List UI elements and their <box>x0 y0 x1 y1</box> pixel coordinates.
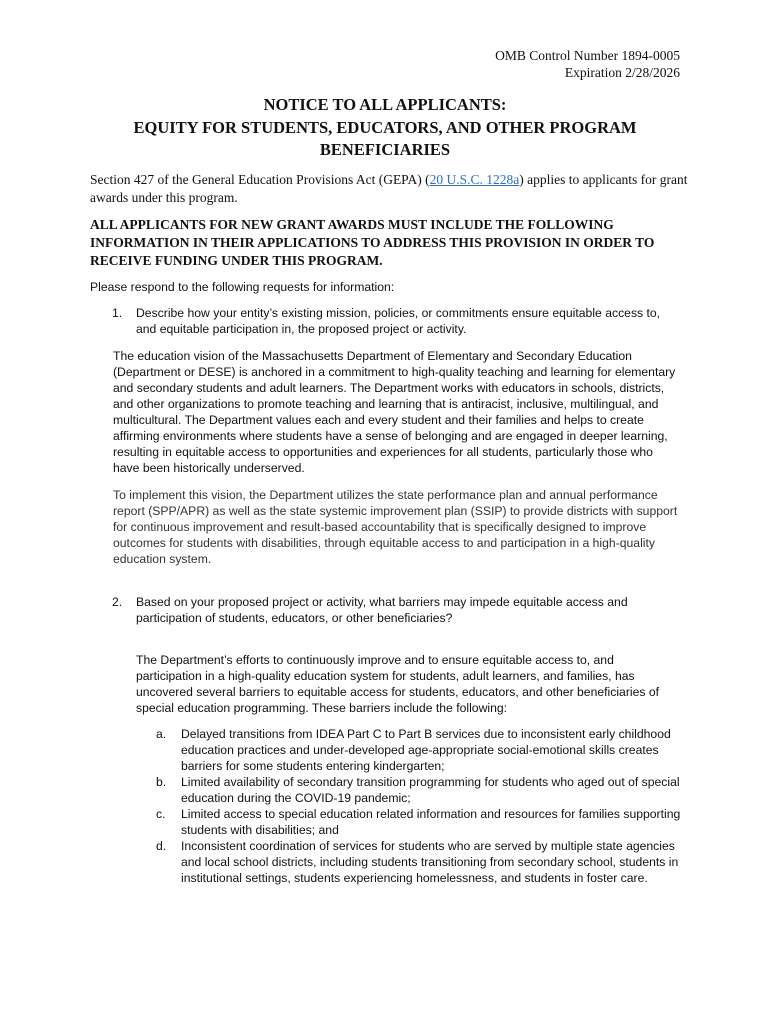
question-1 <box>112 305 682 337</box>
list-item-text: Limited availability of secondary transition programming for students who aged out of special education during the COVID-19 pandemic; <box>181 775 680 805</box>
list-item-label: a. <box>156 727 167 741</box>
list-item <box>136 774 681 806</box>
omb-control-block <box>495 47 680 81</box>
title-line-1: NOTICE TO ALL APPLICANTS: <box>263 95 507 114</box>
list-item-label: c. <box>156 807 166 821</box>
answer-implement-paragraph: To implement this vision, the Department utilizes the state performance plan and annual performance report (SPP/APR) as well as the state systemic improvement plan (SSIP) to provide districts with support for continuous improvement and result-based accountability that is specifically designed to improve outcomes for students with disabilities, through equitable access to and participation in a high-quality education system. <box>113 488 678 566</box>
list-item <box>136 838 681 886</box>
expiration-date: Expiration 2/28/2026 <box>564 65 680 80</box>
list-item-text: Delayed transitions from IDEA Part C to Part B services due to inconsistent early childhood education practices and under-developed age-appropriate social-emotional skills creates barriers for some students entering kindergarten; <box>181 727 671 773</box>
list-item <box>136 806 681 838</box>
intro-text-before: Section 427 of the General Education Provisions Act (GEPA) ( <box>90 172 430 187</box>
requirement-notice: ALL APPLICANTS FOR NEW GRANT AWARDS MUST INCLUDE THE FOLLOWING INFORMATION IN THEIR APPLICATIONS TO ADDRESS THIS PROVISION IN ORDER TO RECEIVE FUNDING UNDER THIS PROGRAM. <box>90 217 655 268</box>
answer-vision-paragraph: The education vision of the Massachusetts Department of Elementary and Secondary Education (Department or DESE) is anchored in a commitment to high-quality teaching and learning for elementary and secondary students and adult learners. The Department works with educators in schools, districts, and other organizations to promote teaching and learning that is antiracist, inclusive, multilingual, and multicultural. The Department values each and every student and their families and helps to create affirming environments where students have a sense of belonging and are engaged in deeper learning, resulting in equitable access to opportunities and experiences for all students, particularly those who have been historically underserved. <box>113 349 676 475</box>
omb-control-number: OMB Control Number 1894-0005 <box>495 48 680 63</box>
answer-efforts-paragraph: The Department’s efforts to continuously improve and to ensure equitable access to, and participation in a high-quality education system for students, adult learners, and families, has uncovered several barriers to equitable access for students, educators, and other beneficiaries of special education programming. These barriers include the following: <box>136 653 660 715</box>
question-text: Describe how your entity’s existing mission, policies, or commitments ensure equitable access to, and equitable participation in, the proposed project or activity. <box>136 306 661 336</box>
page-title <box>90 94 680 162</box>
response-prompt: Please respond to the following requests for information: <box>90 280 395 294</box>
intro-text-after: ) applies to applicants for grant awards under this program. <box>90 172 688 205</box>
question-number: 2. <box>112 595 123 609</box>
question-number: 1. <box>112 306 123 320</box>
question-2 <box>112 594 682 626</box>
list-item <box>136 726 681 774</box>
intro-paragraph <box>90 171 690 207</box>
question-text: Based on your proposed project or activity, what barriers may impede equitable access and participation of students, educators, or other beneficiaries? <box>136 595 628 625</box>
title-line-2: EQUITY FOR STUDENTS, EDUCATORS, AND OTHER PROGRAM BENEFICIARIES <box>133 117 637 159</box>
usc-link[interactable]: 20 U.S.C. 1228a <box>429 172 520 187</box>
list-item-label: d. <box>156 839 167 853</box>
list-item-label: b. <box>156 775 167 789</box>
list-item-text: Inconsistent coordination of services for students who are served by multiple state agencies and local school districts, including students transitioning from secondary school, students in institutional settings, students experiencing homelessness, and students in foster care. <box>181 839 679 885</box>
barriers-list <box>136 726 681 886</box>
list-item-text: Limited access to special education related information and resources for families supporting students with disabilities; and <box>181 807 681 837</box>
